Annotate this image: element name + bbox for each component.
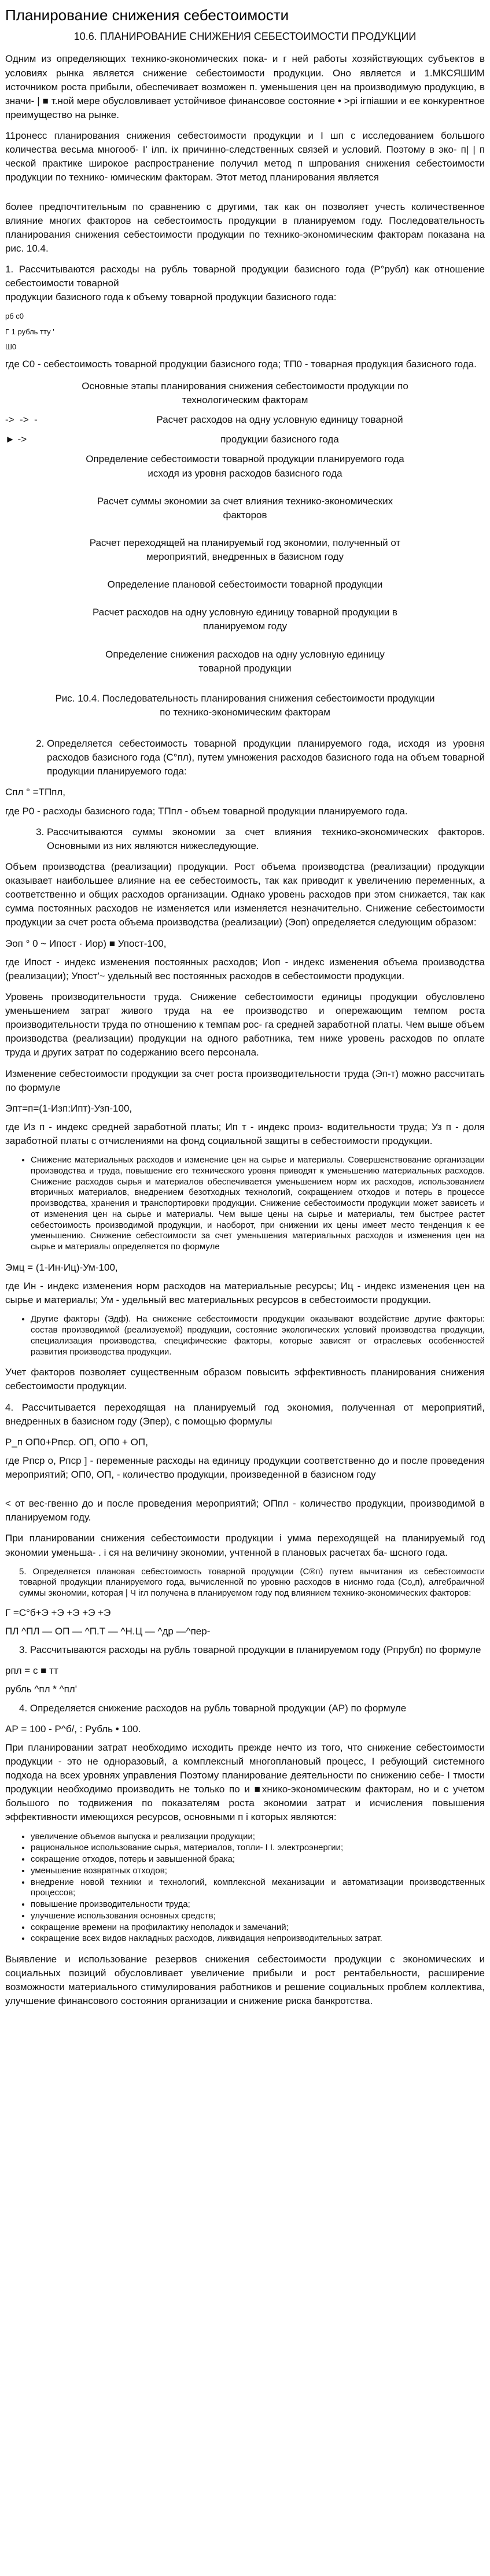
scheme-block-3: Расчет переходящей на планируемый год экономии, полученный от мероприятий, внедренных в базисном году [89,537,401,563]
step-1-text: 1. Рассчитываются расходы на рубль товарной продукции базисного года (Р°рубл) как отношение себестоимости товарной [5,264,485,289]
formula-1-line-c: Ш0 [5,342,17,352]
step-6-text: 3. Рассчитываются расходы на рубль товарной продукции в планируемом году (Рпрубл) по формуле [19,1644,481,1656]
list-item: • Снижение материальных расходов и изменение цен на сырье и материалы. Совершенствование организации производства и труда, повышение его технического уровня приводят к уменьшению материальных расходов. Снижение расходов сырья и материалов обеспечивается уменьшением норм их расходов, использованием вторичных материалов, внедрением безотходных технологий, сокращением отходов и потерь в процессе производства, хранения и транспортировки продукции. Снижение себестоимости продукции может зависеть и от изменения цен на сырье и материалы. Чем выше цены на сырье и материалы, тем быстрее растет себестоимость производимой продукции, и наоборот, при снижении их цены имеет место тенденция к ее уменьшению. Снижение себестоимости за счет уменьшения материальных расходов и изменения цен на сырье и материалы определяется по формуле [31,1155,485,1253]
formula-3-description: где Ипост - индекс изменения постоянных расходов; Иоп - индекс изменения объема производства (реализации); Упост'~ удельный вес постоянных расходов в себестоимости продукции. [5,956,485,981]
factors-paragraph: Учет факторов позволяет существенным образом повысить эффективность планирования снижения себестоимости продукции. [5,1367,485,1392]
formula-6: Р_п ОП0+Рпср. ОП, ОП0 + ОП, [5,1436,148,1448]
formula-9-line-a: рпл = с ■ тт [5,1665,58,1677]
list-item: • увеличение объемов выпуска и реализации продукции; [31,1832,485,1843]
scheme-step-text: Расчет расходов на одну условную единицу товарной [156,414,403,426]
scheme-block-5: Расчет расходов на одну условную единицу товарной продукции в планируемом году [93,607,397,632]
formula-5: Эмц = (1-Ин-Иц)-Ум-100, [5,1261,118,1273]
scheme-block-1: Определение себестоимости товарной продукции планируемого года исходя из уровня расходов базисного года [86,453,404,479]
formula-1-description: где С0 - себестоимость товарной продукции базисного года; ТП0 - товарная продукция базисного года. [5,358,477,370]
formula-3: Эоп ° 0 ~ Ипост · Иор) ■ Упост-100, [5,938,167,949]
section-heading: 10.6. ПЛАНИРОВАНИЕ СНИЖЕНИЯ СЕБЕСТОИМОСТИ ПРОДУКЦИИ [73,30,417,42]
formula-9-line-b: рубль ^пл * ^пл' [5,1684,77,1695]
formula-4: Эпт=п=(1-Изп:Ипт)-Узп-100, [5,1102,132,1114]
formula-2-description: где Р0 - расходы базисного года; ТПпл - объем товарной продукции планируемого года. [5,805,408,817]
formula-10: АР = 100 - Р^б/, : Рубль • 100. [5,1723,141,1734]
final-paragraph: Выявление и использование резервов снижения себестоимости продукции с экономических и социальных позиций обусловливает увеличение прибыли и рост рентабельности, расширение возможности материального стимулирования работников и решение социальных проблем коллектива, улучшение финансового состояния организации и снижение риска банкротства. [5,1954,485,2007]
arrow-icon: ► -> [5,434,27,445]
step-3-text: 3. Рассчитываются суммы экономии за счет влияния технико-экономических факторов. Основными из них являются нижеследующие. [47,825,485,853]
formula-7: Г =С°б+Э +Э +Э +Э +Э [5,1607,111,1618]
formula-8: ПЛ ^ПЛ — ОП — ^П.Т — ^Н.Ц — ^др —^пер- [5,1626,211,1637]
scheme-row [5,413,485,427]
list-item: • рациональное использование сырья, материалов, топли- І І. электроэнергии; [31,1843,485,1854]
formula-6-description: где Рпср о, Рпср ] - переменные расходы на единицу продукции соответственно до и после проведения мероприятий; ОП0, ОП, - количество продукции, произведенной в базисном году [5,1455,485,1481]
step-5-text: 5. Определяется плановая себестоимость товарной продукции (С®п) путем вычитания из себестоимости товарной продукции планируемого года, вычисленной по уровню расходов в ниснмо года (Со„п), алгебраичной суммы экономии, которая | Ч ігл получена в планируемом году под влиянием технико-экономических факторов: [19,1566,485,1599]
formula-6-description-2: < от вес-гвенно до и после проведения мероприятий; ОПпл - количество продукции, производимой в планируемом году. [5,1498,485,1523]
list-item: • сокращение отходов, потерь и завышенной брака; [31,1854,485,1865]
scheme-block-6: Определение снижения расходов на одну условную единицу товарной продукции [105,648,385,674]
list-item: • уменьшение возвратных отходов; [31,1866,485,1877]
list-item: • Другие факторы (Эдф). На снижение себестоимости продукции оказывают воздействие другие факторы: состав производимой (реализуемой) продукции, состояние экологических условий производства продукции, специализация производства, специфические факторы, которые зависят от отраслевых особенностей развития производства продукции. [31,1314,485,1357]
step-2-text: 2. Определяется себестоимость товарной продукции планируемого года, исходя из уровня расходов базисного года (С°пл), путем умножения расходов базисного года на объем товарной продукции планируемого года: [47,737,485,778]
list-item: • улучшение использования основных средств; [31,1911,485,1922]
scheme-step-text: продукции базисного года [220,434,339,445]
scheme-row [5,433,485,446]
other-factors-bullet-list [5,1314,485,1357]
list-item: • сокращение времени на профилактику неполадок и замечаний; [31,1922,485,1933]
figure-caption: Рис. 10.4. Последовательность планирования снижения себестоимости продукции по технико-экономическим факторам [55,692,435,718]
step-1-continuation: продукции базисного года к объему товарной продукции базисного года: [5,291,337,303]
labor-paragraph: Уровень производительности труда. Снижение себестоимости единицы продукции обусловлено уменьшением затрат живого труда на ее производство и опережающим темпом роста производительности труда по отношению к темпам рос- га средней заработной платы. Чем выше объем производства (реализации) продукции на одного работника, тем ниже уровень расходов по оплате труда и других затрат по содержанию всего персонала. [5,991,485,1058]
page-title: Планирование снижения себестоимости [5,6,289,24]
intro-paragraph-1: Одним из определяющих технико-экономических пока- и г ней работы хозяйствующих субъектов в условиях рынка является снижение себестоимости продукции. Оно является и 1.МКСЯШИМ источником роста прибыли, обеспечивает возможен п. уменьшения цен на производимую продукцию, в значи- | ■ т.ной мере обусловливает устойчивое финансовое состояние • >рі ігпіашии и ее конкурентное преимущество на рынке. [5,53,485,120]
scheme-block-2: Расчет суммы экономии за счет влияния технико-экономических факторов [97,495,393,521]
materials-bullet-list [5,1155,485,1253]
formula-4-description: где Из п - индекс средней заработной платы; Ип т - индекс произ- водительности труда; Уз п - доля заработной платы с отчислениями на фонд социальной защиты в себестоимости продукции. [5,1121,485,1147]
list-item: • внедрение новой техники и технологий, комплексной механизации и автоматизации производственных процессов; [31,1877,485,1899]
formula-2: Спл ° =ТПпл, [5,787,66,798]
arrow-icon: -> -> - [5,414,38,426]
sum-paragraph: При планировании снижения себестоимости продукции і умма переходящей на планируемый год экономии уменьша- . і ся на величину экономии, учтенной в плановых расчетах ба- шсного года. [5,1533,485,1558]
scheme-title: Основные этапы планирования снижения себестоимости продукции по технологическим факторам [82,380,408,406]
step-7-text: 4. Определяется снижение расходов на рубль товарной продукции (АР) по формуле [19,1702,407,1714]
formula-5-description: где Ин - индекс изменения норм расходов на материальные ресурсы; Иц - индекс изменения цен на сырье и материалы; Ум - удельный вес материальных ресурсов в себестоимости продукции. [5,1280,485,1306]
numbered-list-steps [5,825,485,853]
scheme-block-4: Определение плановой себестоимости товарной продукции [107,579,383,591]
numbered-list-steps [5,737,485,778]
intro-paragraph-3: более предпочтительным по сравнению с другими, так как он позволяет учесть количественное влияние многих факторов на себестоимость продукции в планируемом году. Последовательность планирования снижения себестоимости продукции по технико-экономическим факторам показана на рис. 10.4. [5,201,485,254]
intro-paragraph-2: 11ронесс планирования снижения себестоимости продукции и I шп с исследованием большого количества весьма многооб- I' ілп. іх причинно-следственных связей и условий. Поэтому в эко- п| | п ческой практике широкое распространение получил метод п шпрования снижения себестоимости продукции по технико- юмическим факторам. Этот метод планирования является [5,130,485,183]
step-4-text: 4. Рассчитывается переходящая на планируемый год экономия, полученная от мероприятий, внедренных в базисном году (Эпер), с помощью формулы [5,1401,485,1427]
labor-paragraph-2: Изменение себестоимости продукции за счет роста производительности труда (Эп-т) можно рассчитать по формуле [5,1068,485,1093]
list-item: • повышение производительности труда; [31,1899,485,1910]
formula-1-line-a: рб с0 [5,312,24,321]
document [5,5,485,2009]
reserves-bullet-list [5,1832,485,1945]
list-item: • сокращение всех видов накладных расходов, ликвидация непроизводительных затрат. [31,1933,485,1944]
planning-paragraph: При планировании затрат необходимо исходить прежде нечто из того, что снижение себестоимости продукции - это не одноразовый, а комплексный многоплановый процесс, I ребующий системного подхода на всех уровнях управления Поэтому планирование деятельности по снижению себе- І тмости продукции необходимо производить не только по и ■хнико-экономическим факторам, но и с учетом большого по тодвижения по показателям роста экономии затрат и исчисления повышения эффективности имеющихся ресурсов, основными п і которых являются: [5,1741,485,1823]
formula-1-line-b: Г 1 рубль тту ' [5,327,54,336]
volume-paragraph: Объем производства (реализации) продукции. Рост объема производства (реализации) продукции оказывает наибольшее влияние на ее себестоимость, так как приводит к увеличению переменных, а соответственно и общих расходов организации. Однако уровень расходов при этом снижается, так как сумма постоянных расходов не изменяется или изменяется незначительно. Снижение себестоимости продукции за счет роста объема производства (реализации) (Эоп) определяется следующим образом: [5,861,485,928]
